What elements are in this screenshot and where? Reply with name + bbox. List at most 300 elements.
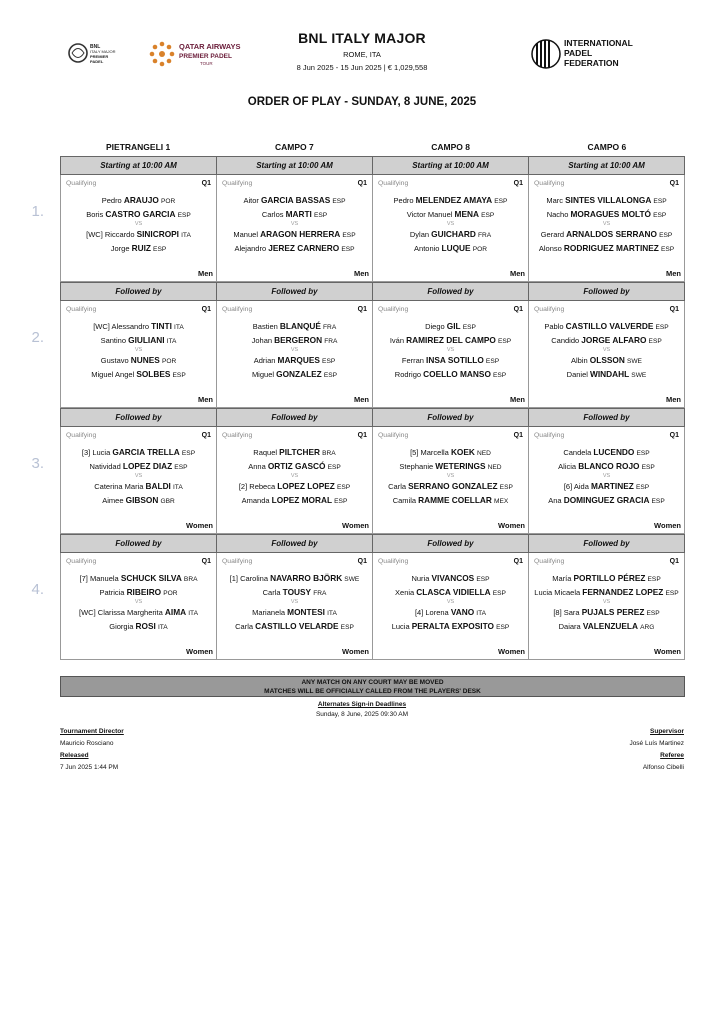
versus-label: VS <box>602 473 611 479</box>
player-line <box>373 573 528 583</box>
versus-label: VS <box>290 221 299 227</box>
player-surname: GUICHARD <box>431 229 476 239</box>
match-card <box>60 553 216 660</box>
player-line <box>373 495 528 505</box>
player-surname: CLASCA VIDIELLA <box>416 587 491 597</box>
player-surname: ROSI <box>135 621 156 631</box>
match-card <box>216 553 372 660</box>
player-seed: [4] <box>414 608 424 617</box>
player-line <box>373 481 528 491</box>
slot-label: Followed by <box>372 282 528 301</box>
player-seed: [8] <box>553 608 562 617</box>
player-surname: MARQUES <box>277 355 320 365</box>
player-line <box>373 335 528 345</box>
player-line <box>61 587 216 597</box>
match-category: Men <box>198 395 213 404</box>
player-first-name: Manuela <box>89 574 119 583</box>
court-header: CAMPO 8 <box>431 142 470 152</box>
player-surname: ARAGON HERRERA <box>260 229 341 239</box>
player-line <box>217 481 372 491</box>
versus-label: VS <box>602 221 611 227</box>
supervisor-label: Supervisor <box>650 728 684 735</box>
player-surname: JORGE ALFARO <box>581 335 647 345</box>
player-surname: GIBSON <box>125 495 159 505</box>
versus-label: VS <box>290 599 299 605</box>
player-line <box>61 195 216 205</box>
player-first-name: Lucia <box>391 622 410 631</box>
draw-label: Qualifying <box>378 432 409 439</box>
draw-label: Qualifying <box>534 180 565 187</box>
player-first-name: Rebeca <box>249 482 276 491</box>
draw-label: Qualifying <box>66 432 97 439</box>
versus-label: VS <box>446 473 455 479</box>
player-nationality: POR <box>472 246 487 253</box>
player-first-name: Patricia <box>99 588 125 597</box>
player-first-name: Sara <box>563 608 580 617</box>
player-line <box>217 195 372 205</box>
player-line <box>373 587 528 597</box>
player-surname: MENA <box>454 209 479 219</box>
round-code: Q1 <box>201 180 211 187</box>
player-seed: [WC] <box>86 230 103 239</box>
player-first-name: Marcella <box>420 448 449 457</box>
player-nationality: ESP <box>153 246 167 253</box>
player-line <box>373 195 528 205</box>
player-line <box>217 573 372 583</box>
player-seed: [2] <box>238 482 248 491</box>
player-first-name: Carla <box>388 482 407 491</box>
match-card <box>216 301 372 408</box>
player-surname: NUNES <box>130 355 160 365</box>
player-first-name: Raquel <box>253 448 278 457</box>
player-line <box>61 335 216 345</box>
player-line <box>217 369 372 379</box>
match-card <box>216 427 372 534</box>
player-nationality: ESP <box>493 372 507 379</box>
ipf-international-text: INTERNATIONAL <box>564 38 633 48</box>
player-nationality: ESP <box>499 484 513 491</box>
player-surname: VIVANCOS <box>431 573 475 583</box>
versus-label: VS <box>134 347 143 353</box>
player-line <box>529 481 684 491</box>
player-line <box>61 229 216 239</box>
player-surname: GARCIA BASSAS <box>260 195 331 205</box>
player-seed: [WC] <box>79 608 96 617</box>
slot-label: Followed by <box>372 408 528 427</box>
match-category: Men <box>198 269 213 278</box>
player-first-name: Giorgia <box>109 622 134 631</box>
match-category: Women <box>654 521 681 530</box>
player-surname: AIMA <box>164 607 187 617</box>
notice-line-2: MATCHES WILL BE OFFICIALLY CALLED FROM THE PLAYERS' DESK <box>264 688 481 695</box>
supervisor-name: José Luís Martinez <box>629 740 684 747</box>
player-surname: PORTILLO PÉREZ <box>573 573 646 583</box>
referee-name: Alfonso Cibelli <box>642 764 684 771</box>
player-nationality: ESP <box>332 198 346 205</box>
match-category: Men <box>666 395 681 404</box>
player-line <box>61 209 216 219</box>
player-line <box>529 209 684 219</box>
draw-label: Qualifying <box>534 558 565 565</box>
player-first-name: Manuel <box>233 230 258 239</box>
match-category: Men <box>510 269 525 278</box>
player-line <box>373 461 528 471</box>
player-nationality: ESP <box>648 338 662 345</box>
match-card <box>372 553 528 660</box>
slot-label: Starting at 10:00 AM <box>372 156 528 175</box>
player-first-name: Alonso <box>538 244 562 253</box>
player-nationality: ESP <box>665 590 679 597</box>
player-first-name: Miguel <box>251 370 275 379</box>
player-nationality: ESP <box>636 450 650 457</box>
match-category: Women <box>342 647 369 656</box>
match-card <box>372 301 528 408</box>
player-first-name: Santino <box>100 336 127 345</box>
player-nationality: ESP <box>476 576 490 583</box>
player-first-name: Miguel Angel <box>91 370 135 379</box>
player-first-name: Ferran <box>401 356 424 365</box>
draw-label: Qualifying <box>534 432 565 439</box>
versus-label: VS <box>290 473 299 479</box>
round-number: 1. <box>31 203 44 220</box>
player-nationality: ESP <box>172 372 186 379</box>
player-surname: SERRANO GONZALEZ <box>408 481 498 491</box>
player-first-name: Stephanie <box>399 462 434 471</box>
slot-bar <box>60 282 685 301</box>
player-surname: DOMINGUEZ GRACIA <box>563 495 650 505</box>
player-surname: RUIZ <box>131 243 151 253</box>
player-surname: VALENZUELA <box>582 621 638 631</box>
player-surname: FERNANDEZ LOPEZ <box>582 587 664 597</box>
versus-label: VS <box>446 347 455 353</box>
player-first-name: Pedro <box>101 196 122 205</box>
player-nationality: ITA <box>188 610 198 617</box>
player-surname: ORTIZ GASCÓ <box>267 461 326 471</box>
player-nationality: SWE <box>344 576 360 583</box>
player-surname: RAMME COELLAR <box>418 495 492 505</box>
player-surname: MARTINEZ <box>590 481 634 491</box>
player-surname: RAMIREZ DEL CAMPO <box>406 335 496 345</box>
slot-label: Followed by <box>60 534 216 553</box>
player-line <box>373 369 528 379</box>
logo-bnl-text: BNL <box>90 44 101 50</box>
court-header: PIETRANGELI 1 <box>106 142 171 152</box>
round-code: Q1 <box>513 432 523 439</box>
player-first-name: Diego <box>425 322 445 331</box>
player-nationality: ESP <box>342 232 356 239</box>
released-value: 7 Jun 2025 1:44 PM <box>60 764 119 771</box>
player-nationality: ESP <box>481 212 495 219</box>
player-surname: WINDAHL <box>590 369 630 379</box>
slot-bar <box>60 534 685 553</box>
versus-label: VS <box>446 221 455 227</box>
player-line <box>373 243 528 253</box>
player-nationality: ESP <box>635 484 650 491</box>
notice-banner <box>60 676 685 697</box>
player-line <box>217 335 372 345</box>
match-card <box>60 301 216 408</box>
versus-label: VS <box>134 221 143 227</box>
player-nationality: ESP <box>646 610 660 617</box>
player-surname: ARAUJO <box>123 195 159 205</box>
draw-label: Qualifying <box>222 432 253 439</box>
player-surname: LOPEZ MORAL <box>271 495 333 505</box>
player-nationality: SWE <box>626 358 642 365</box>
match-category: Men <box>354 395 369 404</box>
slot-label: Followed by <box>528 282 685 301</box>
player-surname: COELLO MANSO <box>423 369 491 379</box>
player-line <box>61 447 216 457</box>
slot-bar <box>60 156 685 175</box>
player-line <box>217 587 372 597</box>
player-nationality: ESP <box>647 576 661 583</box>
player-line <box>217 321 372 331</box>
event-location: ROME, ITA <box>343 50 381 59</box>
versus-label: VS <box>134 473 143 479</box>
slot-label: Followed by <box>372 534 528 553</box>
player-surname: BLANCO ROJO <box>578 461 640 471</box>
player-nationality: ITA <box>172 484 183 491</box>
player-seed: [6] <box>563 482 573 491</box>
player-line <box>529 461 684 471</box>
player-first-name: Bastien <box>252 322 278 331</box>
player-line <box>61 573 216 583</box>
player-nationality: FRA <box>324 338 338 345</box>
round-code: Q1 <box>357 432 367 439</box>
player-first-name: Carla <box>235 622 254 631</box>
player-nationality: ESP <box>497 338 512 345</box>
round-code: Q1 <box>357 306 367 313</box>
player-first-name: Iván <box>389 336 405 345</box>
player-line <box>529 229 684 239</box>
player-first-name: Clarissa Margherita <box>97 608 163 617</box>
tour-text: TOUR <box>200 61 213 66</box>
player-surname: LOPEZ LOPEZ <box>277 481 335 491</box>
player-first-name: Daiara <box>558 622 581 631</box>
player-first-name: Adrian <box>253 356 276 365</box>
player-surname: SOLBES <box>136 369 171 379</box>
slot-label: Followed by <box>528 534 685 553</box>
match-card <box>372 427 528 534</box>
match-card <box>528 175 685 282</box>
logo-padel-text: PADEL <box>90 59 104 64</box>
match-category: Women <box>186 647 213 656</box>
logo-premier-text: PREMIER <box>90 54 109 59</box>
player-nationality: POR <box>160 198 176 205</box>
player-nationality: ESP <box>322 358 336 365</box>
player-surname: MARTI <box>285 209 312 219</box>
round-code: Q1 <box>669 306 679 313</box>
player-line <box>217 229 372 239</box>
player-nationality: ITA <box>174 324 184 331</box>
player-nationality: NED <box>487 464 502 471</box>
player-nationality: NED <box>477 450 491 457</box>
round-code: Q1 <box>357 180 367 187</box>
player-surname: MORAGUES MOLTÓ <box>570 209 651 219</box>
player-seed: [WC] <box>93 322 110 331</box>
player-surname: JEREZ CARNERO <box>268 243 340 253</box>
versus-label: VS <box>290 347 299 353</box>
draw-label: Qualifying <box>534 306 565 313</box>
match-category: Men <box>666 269 681 278</box>
player-first-name: Rodrigo <box>394 370 422 379</box>
player-surname: PUJALS PEREZ <box>581 607 645 617</box>
released-label: Released <box>60 752 89 759</box>
player-line <box>217 621 372 631</box>
player-seed: [5] <box>410 448 419 457</box>
player-line <box>529 369 684 379</box>
player-line <box>529 195 684 205</box>
slot-label: Followed by <box>216 534 372 553</box>
round-code: Q1 <box>201 306 211 313</box>
player-first-name: Albin <box>571 356 588 365</box>
slot-label: Followed by <box>60 408 216 427</box>
player-nationality: ESP <box>313 212 328 219</box>
player-line <box>217 461 372 471</box>
player-nationality: ESP <box>492 590 506 597</box>
player-surname: KOEK <box>450 447 475 457</box>
player-nationality: ESP <box>177 212 191 219</box>
player-nationality: ITA <box>157 624 168 631</box>
match-card <box>528 301 685 408</box>
player-line <box>529 607 684 617</box>
player-first-name: Natividad <box>89 462 121 471</box>
player-surname: PILTCHER <box>279 447 321 457</box>
player-nationality: ESP <box>641 464 655 471</box>
player-nationality: FRA <box>323 324 337 331</box>
player-first-name: Boris <box>86 210 104 219</box>
player-line <box>61 481 216 491</box>
alternates-time: Sunday, 8 June, 2025 09:30 AM <box>315 711 409 718</box>
match-category: Women <box>342 521 369 530</box>
player-nationality: ESP <box>334 498 348 505</box>
player-nationality: ESP <box>341 246 355 253</box>
player-first-name: Carolina <box>240 574 269 583</box>
player-surname: TINTI <box>151 321 172 331</box>
player-surname: INSA SOTILLO <box>426 355 484 365</box>
player-first-name: Gerard <box>540 230 565 239</box>
draw-label: Qualifying <box>66 558 97 565</box>
player-first-name: Victor Manuel <box>406 210 453 219</box>
player-line <box>373 229 528 239</box>
match-row <box>31 553 685 660</box>
player-line <box>217 495 372 505</box>
player-nationality: ESP <box>462 324 476 331</box>
versus-label: VS <box>602 599 611 605</box>
player-line <box>61 321 216 331</box>
player-line <box>529 447 684 457</box>
player-nationality: SWE <box>631 372 647 379</box>
player-first-name: Candela <box>563 448 592 457</box>
player-line <box>373 607 528 617</box>
match-category: Women <box>498 647 525 656</box>
player-surname: CASTRO GARCIA <box>105 209 176 219</box>
player-line <box>61 607 216 617</box>
round-code: Q1 <box>357 558 367 565</box>
court-header: CAMPO 7 <box>275 142 314 152</box>
player-nationality: ESP <box>496 624 510 631</box>
premier-padel-text: PREMIER PADEL <box>179 53 232 60</box>
player-nationality: ESP <box>336 484 351 491</box>
draw-label: Qualifying <box>378 306 409 313</box>
player-surname: SINICROPI <box>136 229 179 239</box>
player-line <box>61 355 216 365</box>
player-nationality: GBR <box>160 498 175 505</box>
player-line <box>529 321 684 331</box>
player-surname: ARNALDOS SERRANO <box>566 229 657 239</box>
player-surname: NAVARRO BJÖRK <box>270 573 343 583</box>
player-first-name: Alicia <box>558 462 577 471</box>
player-first-name: Daniel <box>566 370 588 379</box>
player-nationality: ITA <box>327 610 337 617</box>
player-nationality: POR <box>163 590 178 597</box>
round-number: 2. <box>31 329 44 346</box>
player-surname: GIULIANI <box>128 335 165 345</box>
ipf-federation-text: FEDERATION <box>564 58 619 68</box>
player-surname: BLANQUÉ <box>279 321 321 331</box>
player-surname: BERGERON <box>274 335 323 345</box>
match-category: Men <box>510 395 525 404</box>
player-first-name: Pedro <box>393 196 414 205</box>
player-surname: SINTES VILLALONGA <box>565 195 652 205</box>
player-nationality: MEX <box>493 498 509 505</box>
court-header: CAMPO 6 <box>587 142 627 152</box>
qatar-airways-text: QATAR AIRWAYS <box>179 42 241 51</box>
player-nationality: POR <box>161 358 177 365</box>
player-line <box>529 355 684 365</box>
round-number: 4. <box>31 581 44 598</box>
round-code: Q1 <box>513 558 523 565</box>
player-first-name: Aida <box>573 482 589 491</box>
director-name: Mauricio Rosciano <box>60 740 114 747</box>
player-nationality: ESP <box>340 624 354 631</box>
player-nationality: ITA <box>166 338 177 345</box>
player-line <box>61 369 216 379</box>
match-card <box>216 175 372 282</box>
player-surname: LUQUE <box>441 243 471 253</box>
player-surname: LUCENDO <box>593 447 635 457</box>
player-first-name: Nuria <box>411 574 430 583</box>
player-seed: [1] <box>229 574 238 583</box>
player-surname: CASTILLO VELARDE <box>255 621 339 631</box>
player-seed: [7] <box>79 574 88 583</box>
round-code: Q1 <box>201 432 211 439</box>
order-of-play-title: ORDER OF PLAY - SUNDAY, 8 JUNE, 2025 <box>247 96 477 108</box>
player-first-name: Anna <box>248 462 266 471</box>
player-nationality: ESP <box>181 450 196 457</box>
player-first-name: Nacho <box>546 210 569 219</box>
event-header <box>0 30 724 72</box>
player-first-name: María <box>552 574 572 583</box>
player-surname: RODRIGUEZ MARTINEZ <box>563 243 659 253</box>
player-first-name: Amanda <box>241 496 270 505</box>
ipf-padel-text: PADEL <box>564 48 593 58</box>
player-nationality: BRA <box>322 450 336 457</box>
player-nationality: ESP <box>655 324 669 331</box>
player-line <box>373 355 528 365</box>
player-nationality: ARG <box>640 624 655 631</box>
player-first-name: Jorge <box>110 244 130 253</box>
player-surname: WETERINGS <box>435 461 486 471</box>
slot-label: Followed by <box>216 282 372 301</box>
court-headers <box>60 139 685 156</box>
player-line <box>529 495 684 505</box>
player-line <box>217 447 372 457</box>
match-row <box>31 301 685 408</box>
match-row <box>31 427 685 534</box>
player-surname: SCHUCK SILVA <box>120 573 182 583</box>
versus-label: VS <box>446 599 455 605</box>
